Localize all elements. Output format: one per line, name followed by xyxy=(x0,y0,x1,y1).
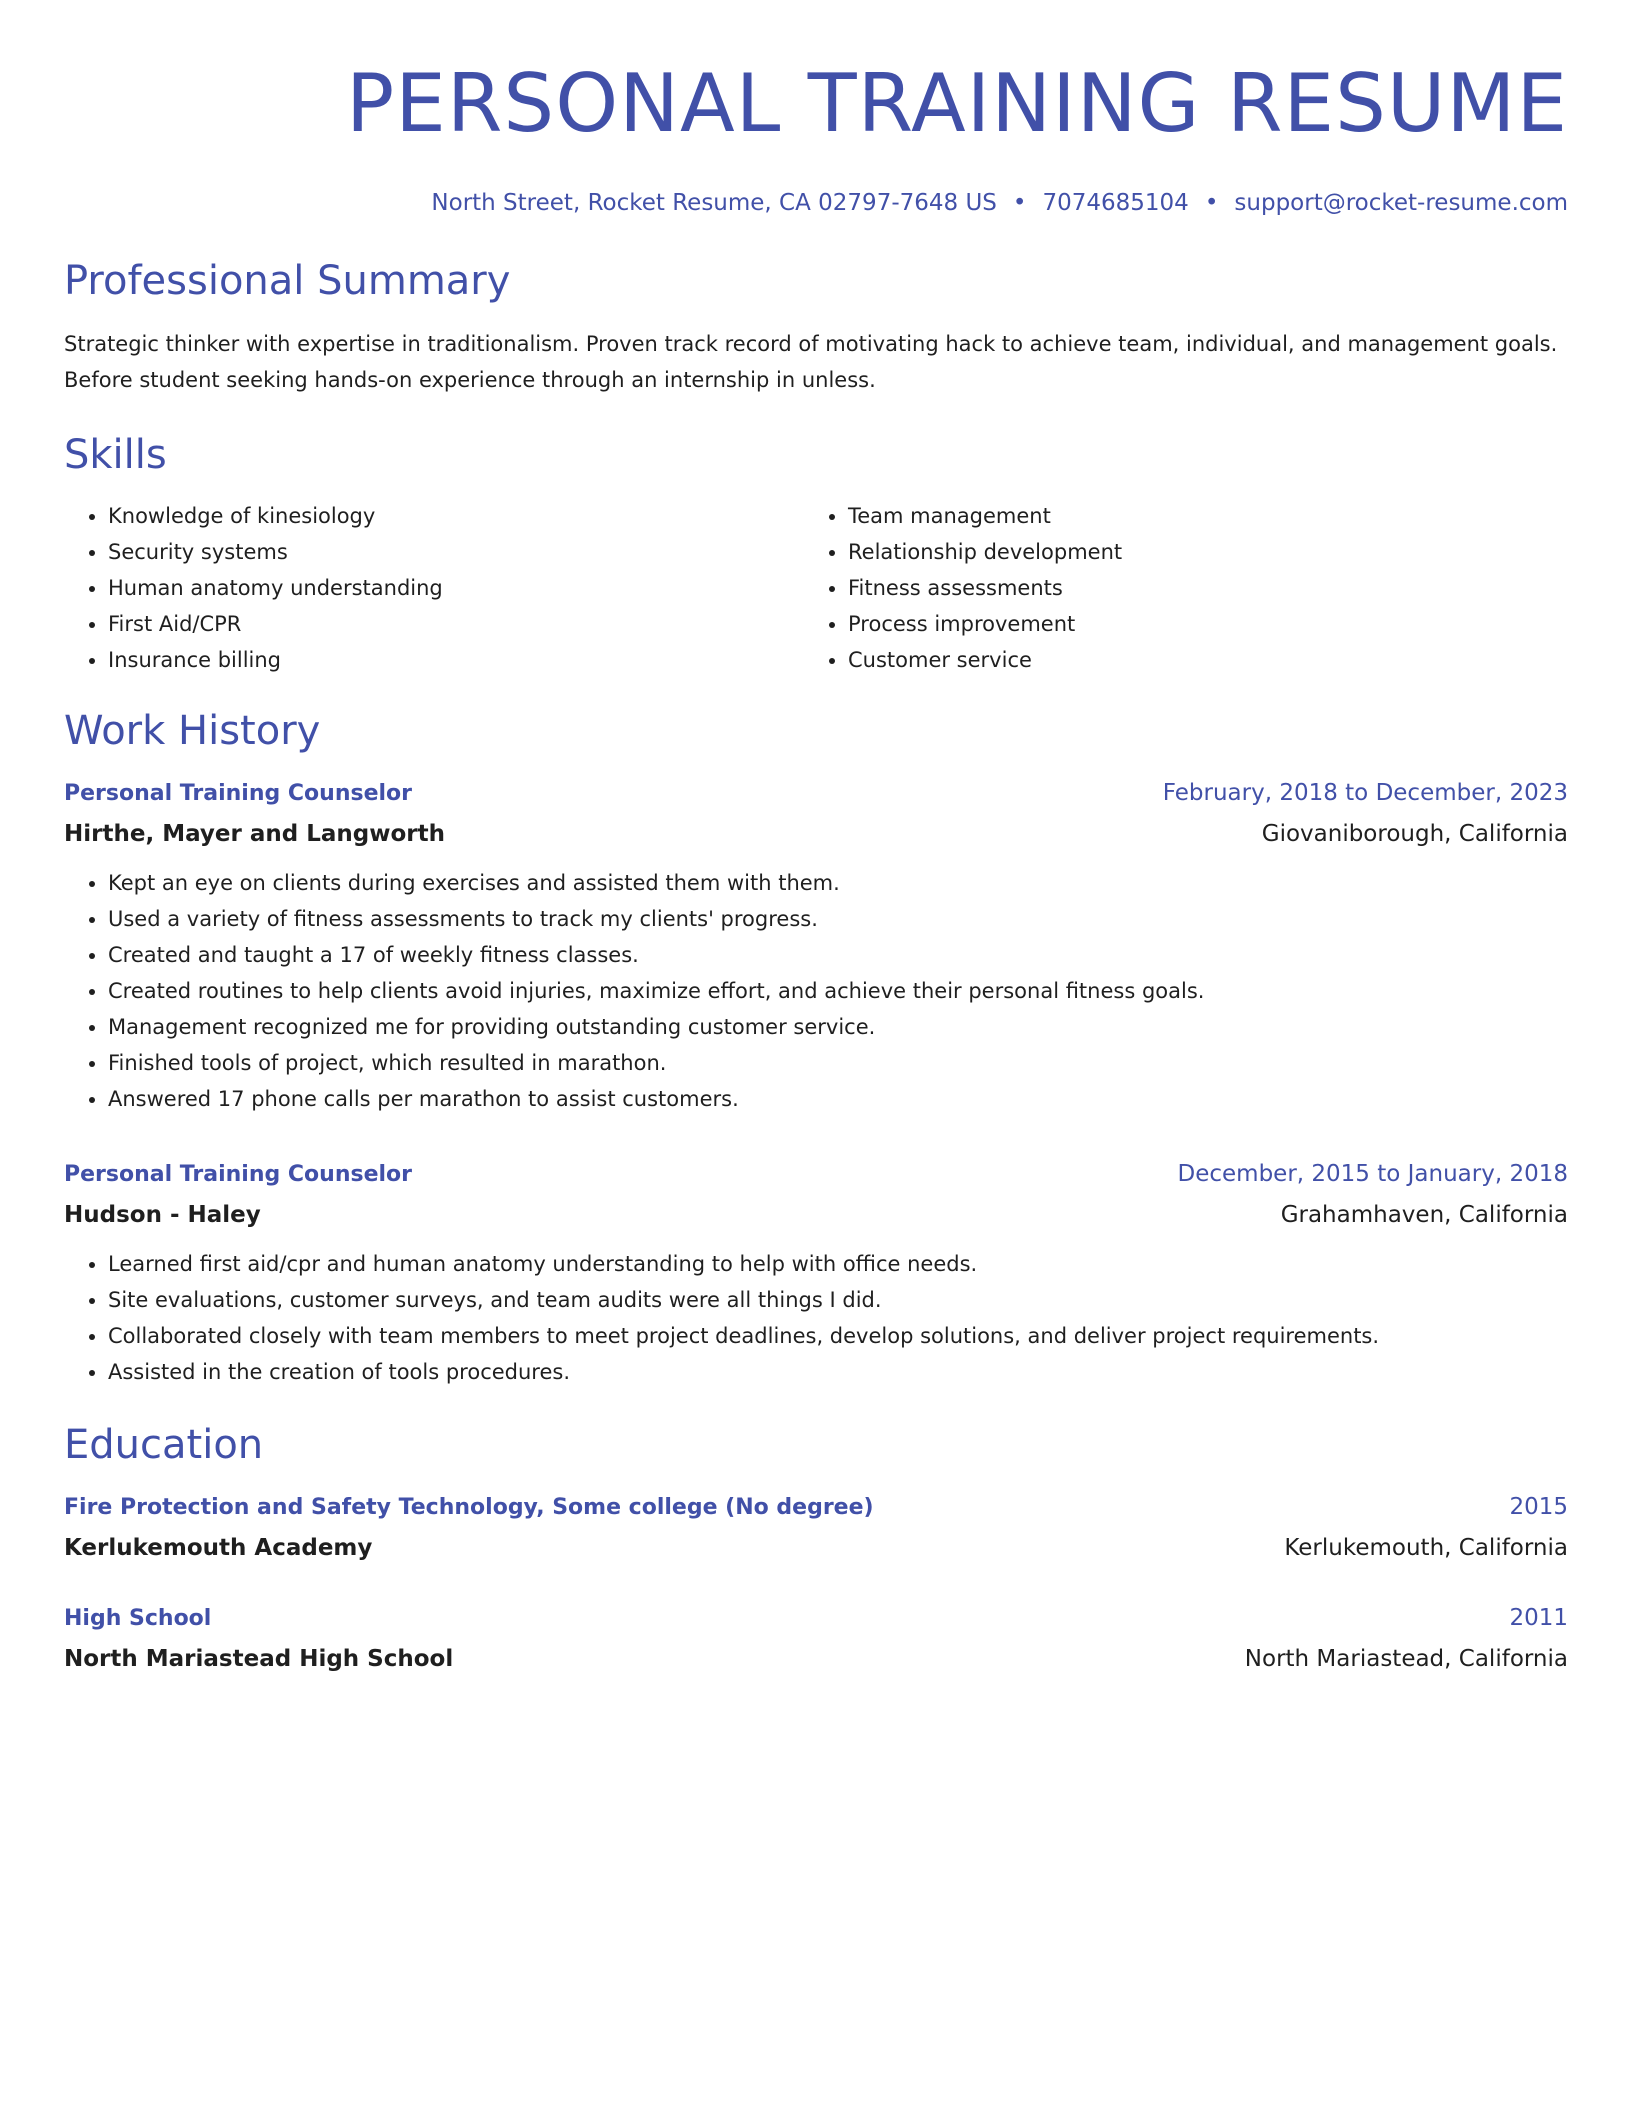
contact-line xyxy=(64,188,1568,218)
education-entry xyxy=(64,1492,1568,1563)
job-bullet: • Collaborated closely with team members to meet project deadlines, develop solutions, and deliver project requirements. xyxy=(108,1318,1568,1354)
job-company: Hirthe, Mayer and Langworth xyxy=(64,821,445,847)
contact-phone: 7074685104 xyxy=(1042,190,1189,216)
skill-item: • Relationship development xyxy=(848,534,1544,570)
job-bullets xyxy=(64,865,1568,1117)
job-location: Giovaniborough, California xyxy=(1261,821,1568,847)
job-bullet: • Created routines to help clients avoid injuries, maximize effort, and achieve their personal fitness goals. xyxy=(108,973,1568,1009)
skills-column-left xyxy=(64,498,804,678)
skills-column-right xyxy=(804,498,1544,678)
skills-heading: Skills xyxy=(64,432,167,478)
job-bullet: • Kept an eye on clients during exercises and assisted them with them. xyxy=(108,865,1568,901)
resume-header xyxy=(64,56,1568,218)
education-year: 2011 xyxy=(1509,1605,1568,1631)
work-history-heading: Work History xyxy=(64,708,321,754)
education-degree: Fire Protection and Safety Technology, Some college (No degree) xyxy=(64,1495,874,1520)
skill-item: • Team management xyxy=(848,498,1544,534)
skill-item: • Knowledge of kinesiology xyxy=(108,498,804,534)
job-entry xyxy=(64,1159,1568,1390)
job-bullet: • Assisted in the creation of tools procedures. xyxy=(108,1354,1568,1390)
skill-item: • Human anatomy understanding xyxy=(108,570,804,606)
skill-item: • Customer service xyxy=(848,642,1544,678)
education-location: Kerlukemouth, California xyxy=(1284,1535,1568,1561)
education-year: 2015 xyxy=(1509,1494,1568,1520)
job-dates: December, 2015 to January, 2018 xyxy=(1177,1161,1568,1187)
job-entry xyxy=(64,778,1568,1117)
job-bullet: • Finished tools of project, which resulted in marathon. xyxy=(108,1045,1568,1081)
job-bullet: • Management recognized me for providing outstanding customer service. xyxy=(108,1009,1568,1045)
education-heading: Education xyxy=(64,1422,264,1468)
job-bullet: • Site evaluations, customer surveys, and team audits were all things I did. xyxy=(108,1282,1568,1318)
summary-heading: Professional Summary xyxy=(64,258,511,304)
education-entry xyxy=(64,1603,1568,1674)
education-degree: High School xyxy=(64,1606,212,1631)
job-location: Grahamhaven, California xyxy=(1280,1202,1568,1228)
skill-item: • Fitness assessments xyxy=(848,570,1544,606)
contact-separator: • xyxy=(1204,190,1219,216)
summary-text: Strategic thinker with expertise in traditionalism. Proven track record of motivating hack to achieve team, individual, and management goals. Before student seeking hands-on experience through an internship in unless. xyxy=(64,332,1558,392)
job-company: Hudson - Haley xyxy=(64,1202,261,1228)
contact-email: support@rocket-resume.com xyxy=(1234,190,1568,216)
job-dates: February, 2018 to December, 2023 xyxy=(1162,780,1568,806)
education-location: North Mariastead, California xyxy=(1244,1646,1568,1672)
contact-separator: • xyxy=(1012,190,1027,216)
job-title: Personal Training Counselor xyxy=(64,781,413,806)
contact-address: North Street, Rocket Resume, CA 02797-7648 US xyxy=(431,190,997,216)
skill-item: • First Aid/CPR xyxy=(108,606,804,642)
job-bullet: • Created and taught a 17 of weekly fitness classes. xyxy=(108,937,1568,973)
job-bullets xyxy=(64,1246,1568,1390)
job-bullet: • Answered 17 phone calls per marathon to assist customers. xyxy=(108,1081,1568,1117)
resume-title: PERSONAL TRAINING RESUME xyxy=(346,57,1568,150)
skill-item: • Insurance billing xyxy=(108,642,804,678)
education-school: North Mariastead High School xyxy=(64,1646,454,1672)
education-school: Kerlukemouth Academy xyxy=(64,1535,373,1561)
skill-item: • Security systems xyxy=(108,534,804,570)
skill-item: • Process improvement xyxy=(848,606,1544,642)
job-bullet: • Used a variety of fitness assessments to track my clients' progress. xyxy=(108,901,1568,937)
skills-list xyxy=(64,498,1568,678)
job-title: Personal Training Counselor xyxy=(64,1162,413,1187)
job-bullet: • Learned first aid/cpr and human anatomy understanding to help with office needs. xyxy=(108,1246,1568,1282)
